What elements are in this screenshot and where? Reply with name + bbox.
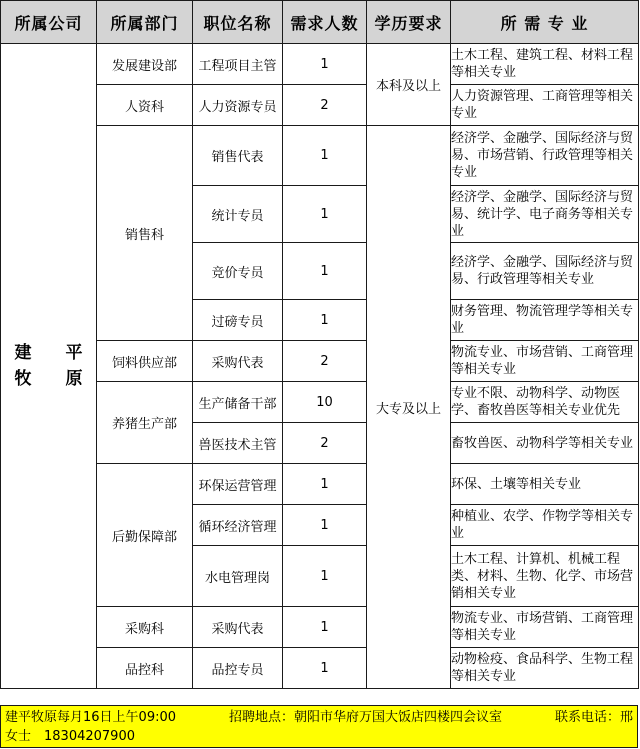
position-cell: 销售代表 — [193, 126, 283, 186]
count-cell: 1 — [283, 607, 367, 648]
table-row — [1, 607, 639, 648]
position-cell: 环保运营管理 — [193, 464, 283, 505]
major-cell: 物流专业、市场营销、工商管理等相关专业 — [451, 607, 639, 648]
header-education: 学历要求 — [367, 1, 451, 44]
count-cell: 10 — [283, 382, 367, 423]
table-row — [1, 341, 639, 382]
table-row — [1, 648, 639, 689]
major-cell: 土木工程、计算机、机械工程类、材料、生物、化学、市场营销相关专业 — [451, 546, 639, 607]
contact-phone-label: 联系电话：邢 — [554, 710, 633, 725]
department-cell: 采购科 — [97, 607, 193, 648]
header-count: 需求人数 — [283, 1, 367, 44]
major-cell: 财务管理、物流管理学等相关专业 — [451, 300, 639, 341]
department-cell: 养猪生产部 — [97, 382, 193, 464]
department-cell: 饲料供应部 — [97, 341, 193, 382]
count-cell: 1 — [283, 44, 367, 85]
count-cell: 2 — [283, 85, 367, 126]
table-row — [1, 44, 639, 85]
position-cell: 竞价专员 — [193, 243, 283, 300]
department-cell: 人资科 — [97, 85, 193, 126]
department-cell: 品控科 — [97, 648, 193, 689]
position-cell: 水电管理岗 — [193, 546, 283, 607]
recruitment-location: 招聘地点：朝阳市华府万国大饭店四楼四会议室 — [228, 710, 502, 725]
header-major: 所 需 专 业 — [451, 1, 639, 44]
count-cell: 1 — [283, 546, 367, 607]
company-name-line2: 牧 原 — [14, 369, 83, 389]
position-cell: 采购代表 — [193, 607, 283, 648]
position-cell: 兽医技术主管 — [193, 423, 283, 464]
contact-person: 女士 18304207900 — [5, 729, 135, 744]
company-name-line1: 建 平 — [14, 343, 83, 363]
major-cell: 经济学、金融学、国际经济与贸易、行政管理等相关专业 — [451, 243, 639, 300]
count-cell: 1 — [283, 505, 367, 546]
position-cell: 统计专员 — [193, 186, 283, 243]
count-cell: 1 — [283, 126, 367, 186]
major-cell: 经济学、金融学、国际经济与贸易、统计学、电子商务等相关专业 — [451, 186, 639, 243]
table-row — [1, 85, 639, 126]
education-cell: 大专及以上 — [367, 126, 451, 689]
count-cell: 1 — [283, 300, 367, 341]
position-cell: 采购代表 — [193, 341, 283, 382]
header-position: 职位名称 — [193, 1, 283, 44]
table-row — [1, 464, 639, 505]
recruitment-info-footer — [0, 705, 638, 748]
header-company: 所属公司 — [1, 1, 97, 44]
department-cell: 销售科 — [97, 126, 193, 341]
major-cell: 专业不限、动物科学、动物医学、畜牧兽医等相关专业优先 — [451, 382, 639, 423]
table-row — [1, 382, 639, 423]
department-cell: 发展建设部 — [97, 44, 193, 85]
position-cell: 过磅专员 — [193, 300, 283, 341]
header-department: 所属部门 — [97, 1, 193, 44]
header-row — [1, 1, 639, 44]
major-cell: 物流专业、市场营销、工商管理等相关专业 — [451, 341, 639, 382]
count-cell: 2 — [283, 423, 367, 464]
position-cell: 循环经济管理 — [193, 505, 283, 546]
major-cell: 人力资源管理、工商管理等相关专业 — [451, 85, 639, 126]
position-cell: 工程项目主管 — [193, 44, 283, 85]
count-cell: 1 — [283, 464, 367, 505]
education-cell: 本科及以上 — [367, 44, 451, 126]
major-cell: 环保、土壤等相关专业 — [451, 464, 639, 505]
major-cell: 种植业、农学、作物学等相关专业 — [451, 505, 639, 546]
recruitment-time: 建平牧原每月16日上午09:00 — [5, 710, 177, 725]
major-cell: 土木工程、建筑工程、材料工程等相关专业 — [451, 44, 639, 85]
count-cell: 1 — [283, 186, 367, 243]
major-cell: 经济学、金融学、国际经济与贸易、市场营销、行政管理等相关专业 — [451, 126, 639, 186]
department-cell: 后勤保障部 — [97, 464, 193, 607]
major-cell: 畜牧兽医、动物科学等相关专业 — [451, 423, 639, 464]
count-cell: 2 — [283, 341, 367, 382]
position-cell: 品控专员 — [193, 648, 283, 689]
count-cell: 1 — [283, 648, 367, 689]
count-cell: 1 — [283, 243, 367, 300]
table-row — [1, 126, 639, 186]
major-cell: 动物检疫、食品科学、生物工程等相关专业 — [451, 648, 639, 689]
company-cell — [1, 44, 97, 689]
position-cell: 生产储备干部 — [193, 382, 283, 423]
position-cell: 人力资源专员 — [193, 85, 283, 126]
